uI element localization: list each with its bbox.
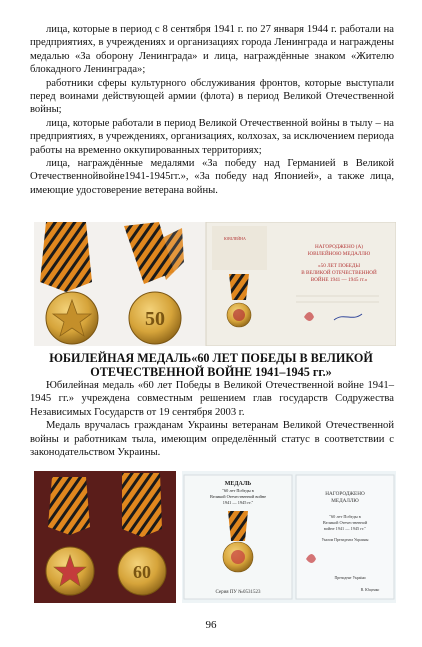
cert-line: Президент України (334, 576, 366, 580)
section-heading: ЮБИЛЕЙНАЯ МЕДАЛЬ«60 ЛЕТ ПОБЕДЫ В ВЕЛИКОЙ ОТЕЧЕСТВЕННОЙ ВОЙНЕ 1941–1945 гг.» (49, 351, 373, 379)
cert-line: Указом Президента Украины (321, 538, 369, 542)
certificate-60 (296, 475, 394, 599)
cert-line: ЮВІЛЕЙНОЮ МЕДАЛЛЮ (307, 251, 371, 257)
doc-line: МЕДАЛЬ (224, 481, 252, 487)
medal-back (124, 222, 184, 344)
cert-line: "60 лет Победы в (329, 514, 361, 519)
cert-line: В. Ющенко (360, 588, 380, 592)
cert-line: Великой Отечественной (322, 520, 368, 525)
medal-60-illustration (34, 471, 396, 603)
cert-line: В ВЕЛИКОЙ ОТЕЧЕСТВЕННОЙ (301, 270, 377, 276)
bottom-text-block (30, 379, 394, 459)
certificate-50 (206, 222, 396, 346)
svg-text:ЮВІЛЕЙНА: ЮВІЛЕЙНА (224, 236, 246, 241)
doc-line: "60 лет Победы в (222, 488, 254, 493)
paragraph: Медаль вручалась гражданам Украины ветеранам Великой Отечественной войны и работникам тыла, имеющим определённый статус в соответствии с законодательством Украины. (30, 420, 394, 459)
medal-60-number: 60 (133, 562, 151, 582)
cert-line: НАГОРОДЖЕНО (А) (315, 244, 363, 250)
paragraph: Юбилейная медаль «60 лет Победы в Великой Отечественной войне 1941–1945 гг.» учреждена совместным решением глав государств Содружества Независимых Государств от 19 сентября 2003 г. (30, 380, 394, 418)
serial-number: Серия ПУ №0531523 (215, 590, 261, 595)
medal-50-number: 50 (145, 308, 165, 330)
medal-front (40, 222, 98, 344)
photo-medal-50 (34, 222, 396, 346)
cert-line: войне 1941 — 1945 гг." (323, 526, 367, 531)
paragraph: работники сферы культурного обслуживания фронтов, которые выступали перед воинами действующей армии (флота) в период Великой Отечественной войны; (30, 77, 394, 116)
medal-50-illustration (34, 222, 396, 346)
paragraph: лица, награждённые медалями «За победу над Германией в Великой Отечественнойвойне1941-1945гг.», «За победу над Японией», а также лица, имеющие удостоверение ветерана войны. (30, 158, 394, 196)
photo-medal-60 (34, 471, 396, 603)
cert-line: «50 ЛЕТ ПОБЕДЫ (318, 263, 360, 269)
doc-line: 1941 — 1945 гг." (222, 500, 254, 505)
page-number: 96 (205, 619, 217, 631)
cert-line: ВОЙНЕ 1941 — 1945 гг.» (310, 277, 368, 283)
doc-line: Великой Отечественной войне (209, 494, 267, 499)
cert-line: МЕДАЛЛЮ (331, 498, 359, 504)
paragraph: лица, которые работали в период Великой Отечественной войны в тылу – на предприятиях, в учреждениях, организациях, колхозах, за исключением периода работы на временно оккупированных территориях; (30, 117, 394, 156)
paragraph: лица, которые в период с 8 сентября 1941 г. по 27 января 1944 г. работали на предприятиях, в учреждениях и организациях города Ленинграда и награждены медалью «За оборону Ленинграда» и лица, награждённые знаком «Жителю блокадного Ленинграда»; (30, 24, 394, 76)
cert-line: НАГОРОДЖЕНО (325, 491, 365, 497)
top-text-block (30, 23, 394, 197)
